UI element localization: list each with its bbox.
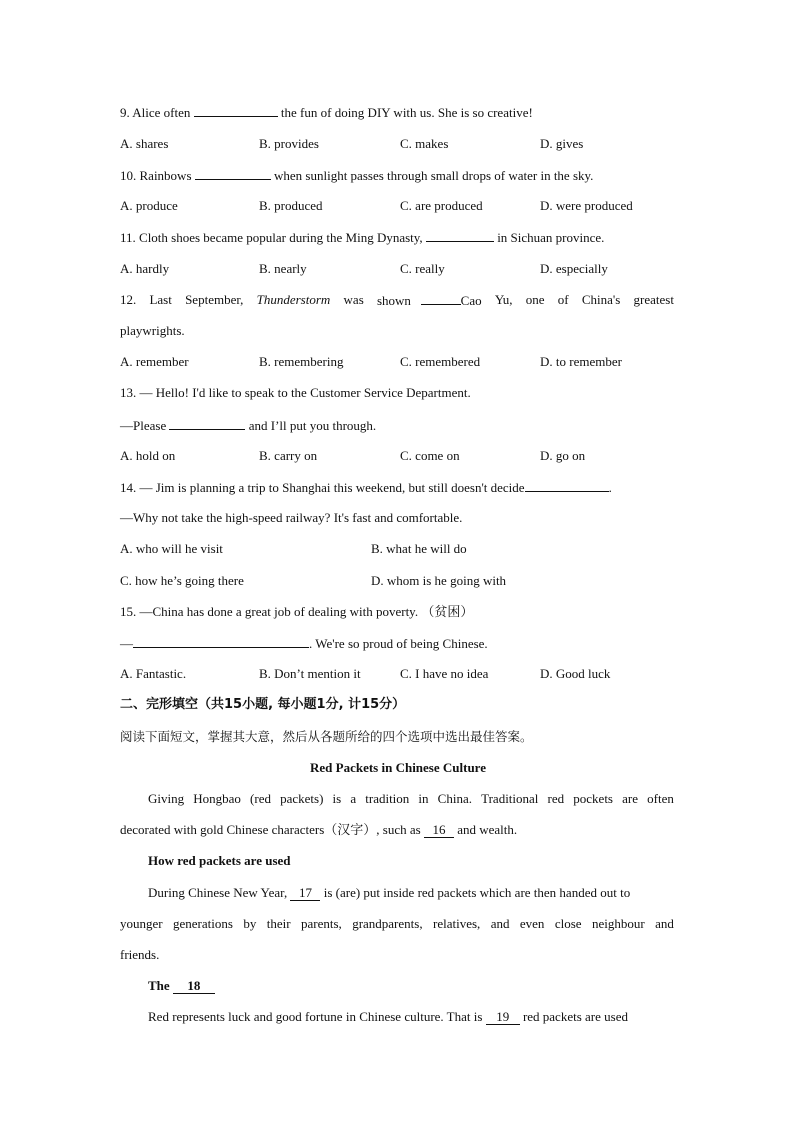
q9-option-c[interactable]: C. makes — [400, 136, 449, 151]
q11-option-c[interactable]: C. really — [400, 261, 445, 276]
passage-line: decorated with gold Chinese characters（汉字）, such as 16 and wealth. — [120, 822, 518, 837]
question-12-stem: 12. Last September, Thunderstorm was shown Cao Yu, one of China's greatest — [120, 292, 674, 308]
section-instruction: 阅读下面短文，掌握其大意，然后从各题所给的四个选项中选出最佳答案。 — [120, 729, 533, 744]
q9-option-a[interactable]: A. shares — [120, 136, 169, 151]
q10-option-a[interactable]: A. produce — [120, 198, 178, 213]
answer-blank — [169, 417, 245, 430]
q14-option-b[interactable]: B. what he will do — [371, 541, 467, 556]
question-13-stem: 13. — Hello! I'd like to speak to the Customer Service Department. — [120, 385, 471, 400]
q15-option-b[interactable]: B. Don’t mention it — [259, 666, 361, 681]
question-12-stem-cont: playwrights. — [120, 323, 185, 338]
q11-option-a[interactable]: A. hardly — [120, 261, 170, 276]
passage-title: Red Packets in Chinese Culture — [310, 760, 486, 775]
q9-option-d[interactable]: D. gives — [540, 136, 584, 151]
q13-option-a[interactable]: A. hold on — [120, 448, 176, 463]
q10-option-b[interactable]: B. produced — [259, 198, 323, 213]
cloze-blank-16[interactable]: 16 — [424, 823, 454, 838]
cloze-blank-18[interactable]: 18 — [173, 979, 215, 994]
q13-option-c[interactable]: C. come on — [400, 448, 460, 463]
passage-subheading: The 18 — [148, 978, 704, 994]
passage-line: younger generations by their parents, grandparents, relatives, and even close neighbour and — [120, 916, 674, 931]
question-14-reply: —Why not take the high-speed railway? It's fast and comfortable. — [120, 510, 463, 525]
q14-option-d[interactable]: D. whom is he going with — [371, 573, 507, 588]
question-13-reply: —Please and I’ll put you through. — [120, 418, 377, 433]
q11-option-d[interactable]: D. especially — [540, 261, 608, 276]
q15-option-d[interactable]: D. Good luck — [540, 666, 611, 681]
question-10-stem: 10. Rainbows when sunlight passes through small drops of water in the sky. — [120, 168, 594, 183]
q12-option-d[interactable]: D. to remember — [540, 354, 622, 369]
passage-line: Red represents luck and good fortune in Chinese culture. That is 19 red packets are used — [148, 1009, 628, 1024]
q12-option-a[interactable]: A. remember — [120, 354, 189, 369]
question-9-stem: 9. Alice often the fun of doing DIY with us. She is so creative! — [120, 105, 533, 120]
q15-option-a[interactable]: A. Fantastic. — [120, 666, 187, 681]
answer-blank — [421, 292, 461, 305]
q13-option-b[interactable]: B. carry on — [259, 448, 318, 463]
cloze-blank-19[interactable]: 19 — [486, 1010, 520, 1025]
q15-option-c[interactable]: C. I have no idea — [400, 666, 489, 681]
question-15-stem: 15. —China has done a great job of dealing with poverty. （贫困） — [120, 604, 474, 619]
q12-option-b[interactable]: B. remembering — [259, 354, 344, 369]
question-15-reply: — . We're so proud of being Chinese. — [120, 636, 488, 651]
q10-option-d[interactable]: D. were produced — [540, 198, 633, 213]
q14-option-c[interactable]: C. how he’s going there — [120, 573, 244, 588]
answer-blank — [194, 104, 278, 117]
question-14-stem: 14. — Jim is planning a trip to Shanghai this weekend, but still doesn't decide . — [120, 480, 612, 495]
q12-option-c[interactable]: C. remembered — [400, 354, 481, 369]
passage-line: During Chinese New Year, 17 is (are) put inside red packets which are then handed out to — [148, 885, 631, 900]
q10-option-c[interactable]: C. are produced — [400, 198, 483, 213]
answer-blank — [195, 167, 271, 180]
answer-blank — [426, 229, 494, 242]
section-heading: 二、完形填空（共15小题, 每小题1分, 计15分） — [120, 697, 406, 712]
cloze-blank-17[interactable]: 17 — [290, 886, 320, 901]
passage-subheading: How red packets are used — [148, 853, 291, 868]
q14-option-a[interactable]: A. who will he visit — [120, 541, 223, 556]
q13-option-d[interactable]: D. go on — [540, 448, 586, 463]
answer-blank — [133, 635, 309, 648]
answer-blank — [525, 479, 609, 492]
question-11-stem: 11. Cloth shoes became popular during the Ming Dynasty, in Sichuan province. — [120, 230, 605, 245]
q11-option-b[interactable]: B. nearly — [259, 261, 307, 276]
passage-line: friends. — [120, 947, 160, 962]
passage-line: Giving Hongbao (red packets) is a tradition in China. Traditional red pockets are often — [148, 791, 674, 806]
q9-option-b[interactable]: B. provides — [259, 136, 319, 151]
